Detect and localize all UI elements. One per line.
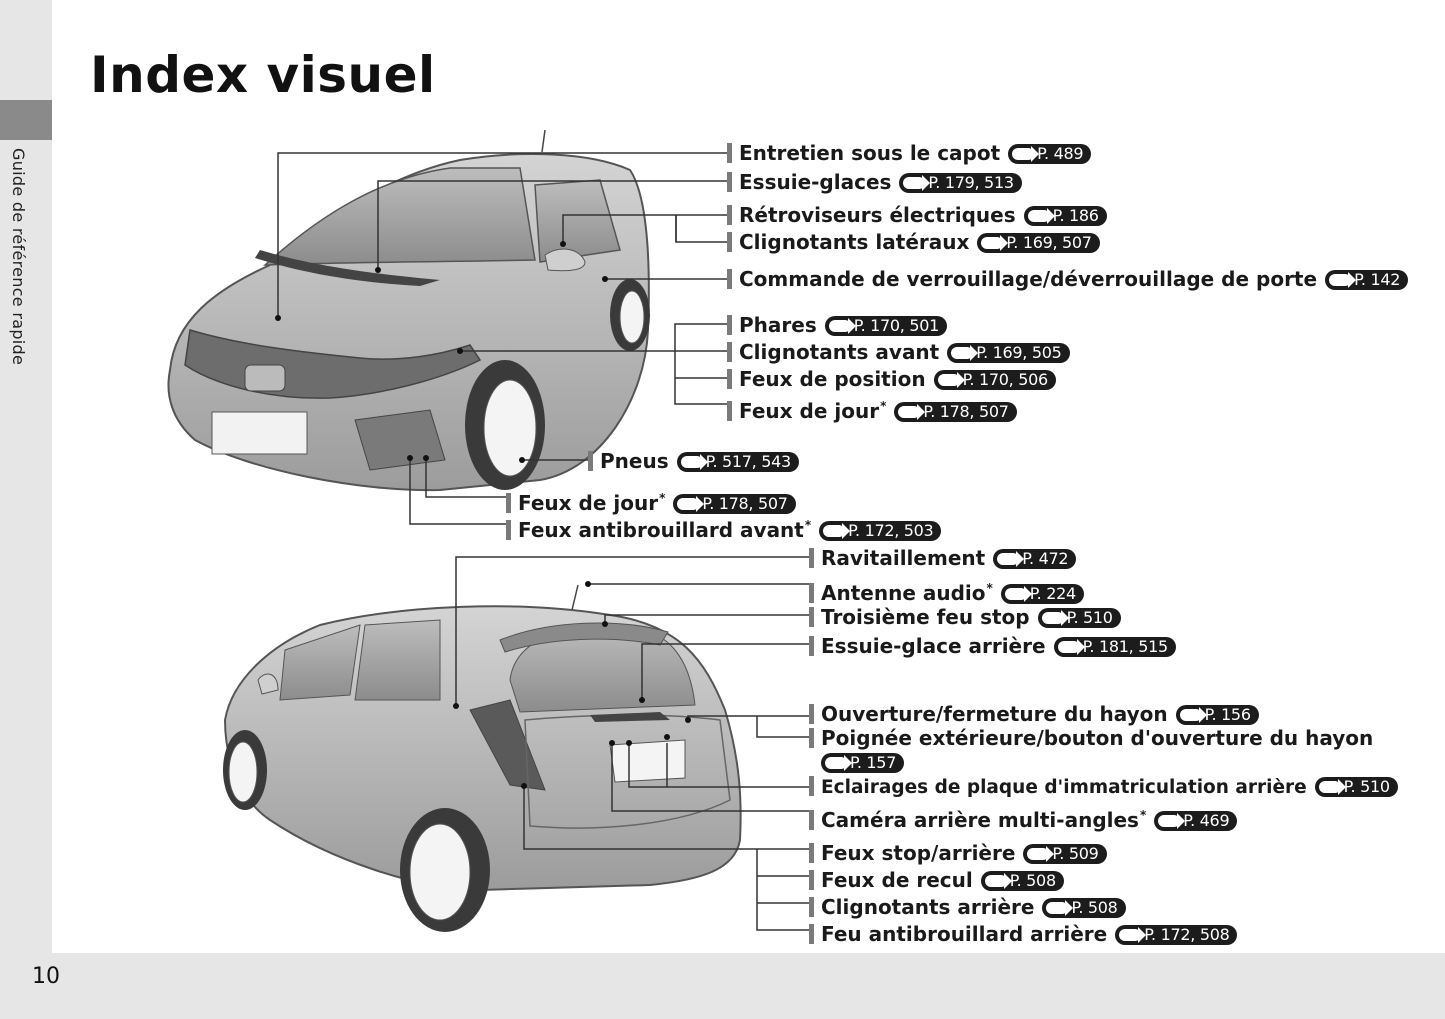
label-feux-stop-arriere: Feux stop/arrière P. 509 — [809, 841, 1107, 865]
arrow-icon — [1046, 902, 1068, 914]
label-antibrouillard-arriere: Feu antibrouillard arrière P. 172, 508 — [809, 922, 1237, 946]
arrow-icon — [1027, 848, 1049, 860]
page-ref-link[interactable]: P. 510 — [1038, 608, 1121, 628]
arrow-icon — [1012, 148, 1034, 160]
label-antenne-audio: Antenne audio* P. 224 — [809, 576, 1084, 605]
page-ref-link[interactable]: P. 472 — [993, 549, 1076, 569]
label-clignotants-avant: Clignotants avant P. 169, 505 — [727, 340, 1070, 364]
label-feux-recul: Feux de recul P. 508 — [809, 868, 1064, 892]
label-antibrouillard-avant: Feux antibrouillard avant* P. 172, 503 — [506, 513, 941, 542]
arrow-icon — [951, 347, 973, 359]
front-car-illustration — [168, 130, 650, 490]
arrow-icon — [1319, 781, 1341, 793]
arrow-icon — [1005, 588, 1027, 600]
arrow-icon — [981, 237, 1003, 249]
arrow-icon — [1028, 210, 1050, 222]
label-commande-verrouillage: Commande de verrouillage/déverrouillage de porte P. 142 — [727, 267, 1408, 291]
label-poignee-hayon: Poignée extérieure/bouton d'ouverture du hayon P. 157 — [809, 726, 1373, 774]
arrow-icon — [997, 553, 1019, 565]
page-ref-link[interactable]: P. 517, 543 — [677, 452, 799, 472]
label-pneus: Pneus P. 517, 543 — [588, 449, 799, 473]
page-ref-link[interactable]: P. 186 — [1024, 206, 1107, 226]
page-ref-link[interactable]: P. 181, 515 — [1054, 637, 1176, 657]
arrow-icon — [681, 456, 703, 468]
arrow-icon — [823, 525, 845, 537]
arrow-icon — [677, 498, 699, 510]
arrow-icon — [985, 875, 1007, 887]
arrow-icon — [1058, 641, 1080, 653]
page-number: 10 — [32, 964, 60, 989]
arrow-icon — [1180, 709, 1202, 721]
arrow-icon — [1329, 274, 1351, 286]
page-ref-link[interactable]: P. 172, 503 — [819, 521, 941, 541]
page-ref-link[interactable]: P. 169, 507 — [977, 233, 1099, 253]
label-ouverture-hayon: Ouverture/fermeture du hayon P. 156 — [809, 702, 1259, 726]
page-ref-link[interactable]: P. 170, 506 — [934, 370, 1056, 390]
label-troisieme-feu-stop: Troisième feu stop P. 510 — [809, 605, 1121, 629]
label-clignotants-arriere: Clignotants arrière P. 508 — [809, 895, 1126, 919]
arrow-icon — [898, 406, 920, 418]
page-ref-link[interactable]: P. 508 — [981, 871, 1064, 891]
label-entretien-capot: Entretien sous le capot P. 489 — [727, 141, 1091, 165]
page-ref-link[interactable]: P. 179, 513 — [899, 173, 1021, 193]
arrow-icon — [1158, 815, 1180, 827]
page-ref-link[interactable]: P. 508 — [1042, 898, 1125, 918]
arrow-icon — [938, 374, 960, 386]
page-ref-link[interactable]: P. 156 — [1176, 705, 1259, 725]
label-feux-jour-2: Feux de jour* P. 178, 507 — [506, 486, 796, 515]
page-ref-link[interactable]: P. 469 — [1154, 811, 1237, 831]
page-ref-link[interactable]: P. 510 — [1315, 777, 1398, 797]
page-ref-link[interactable]: P. 489 — [1008, 144, 1091, 164]
arrow-icon — [903, 177, 925, 189]
page-ref-link[interactable]: P. 172, 508 — [1115, 925, 1237, 945]
label-feux-position: Feux de position P. 170, 506 — [727, 367, 1056, 391]
rear-car-illustration — [223, 585, 741, 932]
page-ref-link[interactable]: P. 170, 501 — [825, 316, 947, 336]
page-ref-link[interactable]: P. 169, 505 — [947, 343, 1069, 363]
label-feux-jour-1: Feux de jour* P. 178, 507 — [727, 394, 1017, 423]
label-retroviseurs: Rétroviseurs électriques P. 186 — [727, 203, 1107, 227]
arrow-icon — [1119, 929, 1141, 941]
side-section-label: Guide de référence rapide — [9, 148, 28, 366]
label-phares: Phares P. 170, 501 — [727, 313, 947, 337]
label-essuie-glace-arriere: Essuie-glace arrière P. 181, 515 — [809, 634, 1176, 658]
arrow-icon — [1042, 612, 1064, 624]
page-ref-link[interactable]: P. 509 — [1023, 844, 1106, 864]
label-camera-arriere: Caméra arrière multi-angles* P. 469 — [809, 803, 1237, 832]
page-ref-link[interactable]: P. 224 — [1001, 584, 1084, 604]
label-essuie-glaces: Essuie-glaces P. 179, 513 — [727, 170, 1022, 194]
label-clignotants-lateraux: Clignotants latéraux P. 169, 507 — [727, 230, 1100, 254]
label-eclairages-plaque: Eclairages de plaque d'immatriculation arrière P. 510 — [809, 776, 1398, 800]
page-ref-link[interactable]: P. 178, 507 — [673, 494, 795, 514]
arrow-icon — [825, 757, 847, 769]
page-title: Index visuel — [90, 46, 436, 104]
page-ref-link[interactable]: P. 142 — [1325, 270, 1408, 290]
page-ref-link[interactable]: P. 157 — [821, 753, 904, 773]
page-ref-link[interactable]: P. 178, 507 — [894, 402, 1016, 422]
label-ravitaillement: Ravitaillement P. 472 — [809, 546, 1076, 570]
arrow-icon — [829, 320, 851, 332]
